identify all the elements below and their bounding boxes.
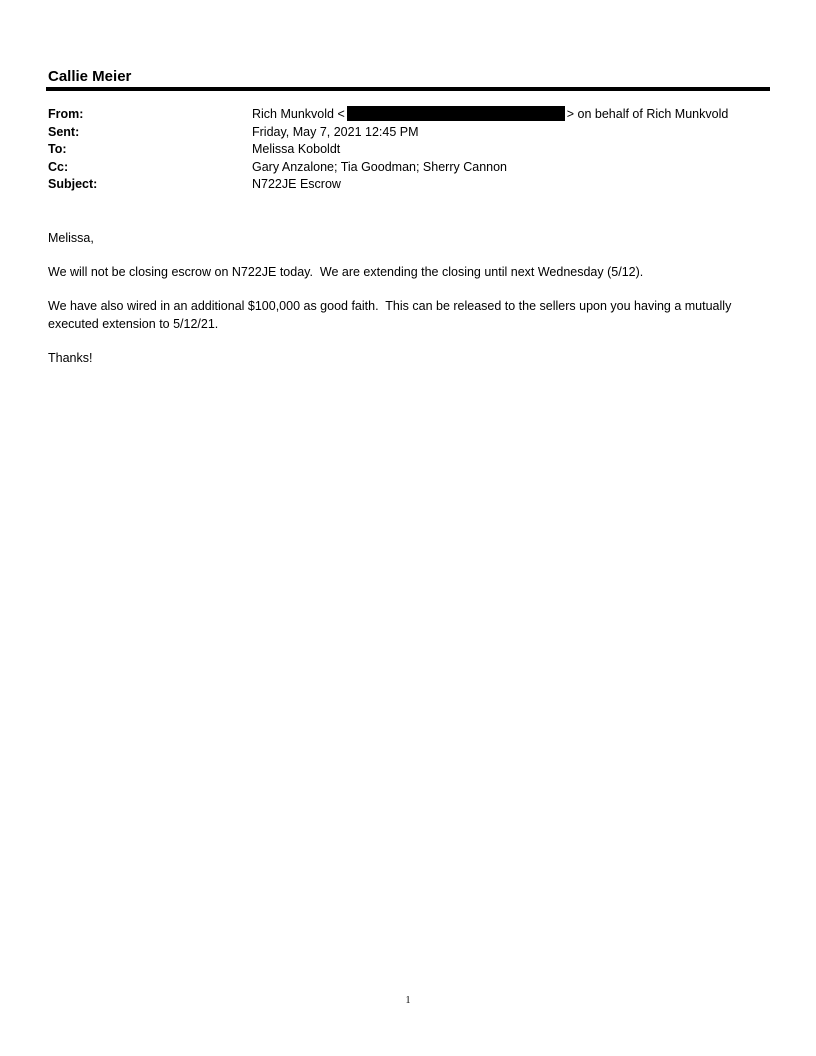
email-body (48, 229, 748, 383)
sent-value: Friday, May 7, 2021 12:45 PM (252, 124, 419, 139)
email-headers (48, 106, 770, 194)
mailbox-owner-name: Callie Meier (48, 68, 132, 85)
from-name: Rich Munkvold < (252, 107, 345, 121)
sent-row (48, 124, 770, 142)
subject-label: Subject: (48, 177, 98, 191)
to-row (48, 141, 770, 159)
page-number: 1 (405, 995, 411, 1006)
header-divider (46, 87, 770, 91)
cc-label: Cc: (48, 159, 69, 174)
cc-value: Gary Anzalone; Tia Goodman; Sherry Cannon (252, 159, 508, 174)
email-greeting: Melissa, (48, 231, 94, 245)
from-row (48, 106, 770, 124)
redacted-email-address (347, 106, 565, 121)
email-sign-off: Thanks! (48, 351, 93, 365)
sent-label: Sent: (48, 124, 80, 139)
email-paragraph-1: We will not be closing escrow on N722JE today. We are extending the closing until next Wednesday (5/12). (48, 265, 644, 279)
to-label: To: (48, 142, 67, 156)
cc-row (48, 159, 770, 177)
subject-value: N722JE Escrow (252, 177, 341, 191)
from-suffix: > on behalf of Rich Munkvold (566, 107, 729, 121)
from-value (252, 106, 728, 124)
to-value: Melissa Koboldt (252, 142, 341, 156)
from-label: From: (48, 107, 84, 121)
subject-row (48, 176, 770, 194)
email-paragraph-2: We have also wired in an additional $100,000 as good faith. This can be released to the sellers upon you having a mutually executed extension to 5/12/21. (48, 299, 735, 331)
